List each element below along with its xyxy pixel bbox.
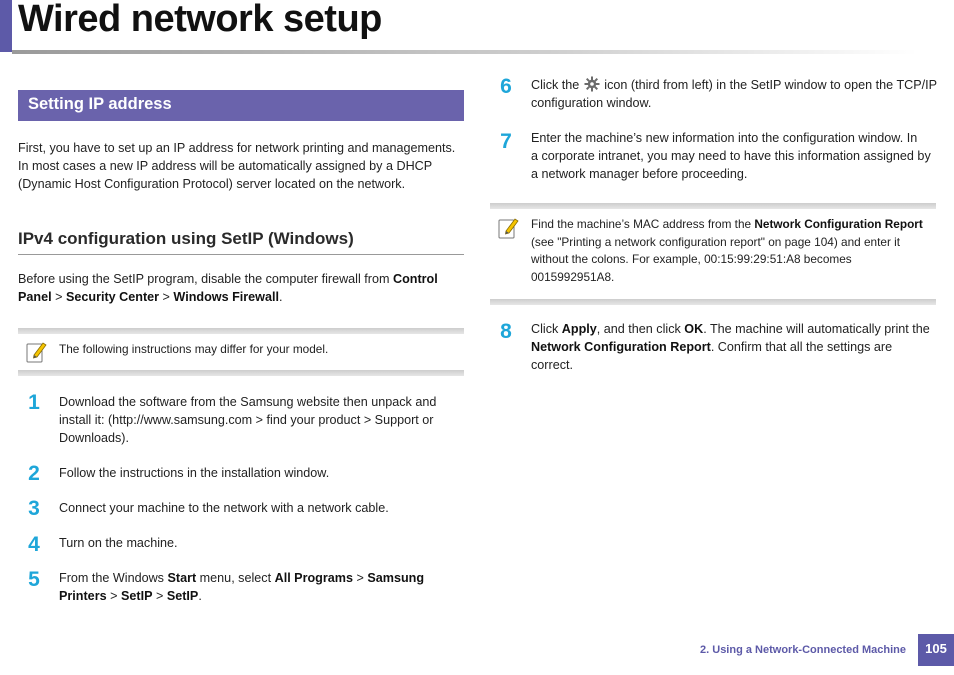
text: . <box>278 290 283 304</box>
step-line <box>59 587 464 605</box>
step-number-1: 1 <box>28 391 40 414</box>
text: Before using the SetIP program, disable the computer firewall from <box>18 272 393 286</box>
note-pencil-icon <box>498 216 520 240</box>
note-box <box>490 203 936 305</box>
text: > <box>352 571 368 585</box>
step-line: correct. <box>531 358 573 372</box>
intro-line: (Dynamic Host Configuration Protocol) server located on the network. <box>18 177 406 191</box>
step-line <box>531 76 941 94</box>
text: > <box>51 290 66 304</box>
note-bottom-band <box>18 370 464 376</box>
section-title: Setting IP address <box>28 95 172 113</box>
step-number-5: 5 <box>28 568 40 591</box>
text: icon (third from left) in the SetIP window to open the TCP/IP <box>600 78 938 92</box>
firewall-line-2 <box>18 288 468 306</box>
step-number-8: 8 <box>500 320 512 343</box>
text: From the Windows <box>59 571 168 585</box>
step-6-text <box>531 76 941 112</box>
step-number-6: 6 <box>500 75 512 98</box>
step-7-text <box>531 129 941 183</box>
title-underline <box>12 50 917 54</box>
text: menu, select <box>196 571 275 585</box>
step-number-4: 4 <box>28 533 40 556</box>
text: . <box>198 589 202 603</box>
windows-firewall-bold: Windows Firewall <box>173 290 279 304</box>
note-top-band <box>490 203 936 209</box>
panel-bold: Panel <box>18 290 52 304</box>
step-line: Download the software from the Samsung website then unpack and <box>59 395 437 409</box>
security-center-bold: Security Center <box>65 290 160 304</box>
step-line: a network manager before proceeding. <box>531 167 748 181</box>
section-header <box>18 90 464 121</box>
intro-paragraph <box>18 139 468 193</box>
note-pencil-icon <box>26 340 48 364</box>
apply-bold: Apply <box>561 322 597 336</box>
text: Find the machine’s MAC address from the <box>531 217 755 231</box>
step-number-3: 3 <box>28 497 40 520</box>
samsung-bold: Samsung <box>367 571 425 585</box>
control-bold: Control <box>392 272 438 286</box>
text: Click <box>531 322 562 336</box>
step-1-text <box>59 393 464 447</box>
firewall-paragraph <box>18 270 468 306</box>
subsection-title: IPv4 configuration using SetIP (Windows) <box>18 229 354 248</box>
note-box <box>18 328 464 376</box>
step-3-text: Connect your machine to the network with a network cable. <box>59 501 389 515</box>
ok-bold: OK <box>684 322 704 336</box>
setip-bold: SetIP <box>166 589 199 603</box>
intro-line: First, you have to set up an IP address for network printing and managements. <box>18 141 456 155</box>
firewall-line-1 <box>18 270 468 288</box>
step-line: Downloads). <box>59 431 129 445</box>
note-line: (see "Printing a network configuration report" on page 104) and enter it <box>531 234 901 249</box>
step-5-text <box>59 569 464 605</box>
step-4-text: Turn on the machine. <box>59 536 178 550</box>
text: > <box>106 589 121 603</box>
text: , and then click <box>596 322 685 336</box>
note-line <box>531 216 936 234</box>
step-2-text: Follow the instructions in the installation window. <box>59 466 330 480</box>
printers-bold: Printers <box>59 589 107 603</box>
title-accent-bar <box>0 0 12 52</box>
step-line <box>531 338 941 356</box>
note-text <box>531 216 936 286</box>
text: . Confirm that all the settings are <box>710 340 893 354</box>
step-number-2: 2 <box>28 462 40 485</box>
step-number-7: 7 <box>500 130 512 153</box>
text: . The machine will automatically print the <box>703 322 930 336</box>
page-title: Wired network setup <box>18 0 382 40</box>
start-bold: Start <box>167 571 197 585</box>
step-line: configuration window. <box>531 96 652 110</box>
step-line <box>531 320 941 338</box>
step-line <box>59 569 464 587</box>
text: > <box>152 589 167 603</box>
note-top-band <box>18 328 464 334</box>
text: > <box>159 290 174 304</box>
note-line: 0015992951A8. <box>531 269 615 284</box>
gear-icon <box>584 76 600 92</box>
text: Click the <box>531 78 583 92</box>
step-line: Enter the machine’s new information into the configuration window. In <box>531 131 918 145</box>
page-number: 105 <box>918 634 954 666</box>
note-line: without the colons. For example, 00:15:99:29:51:A8 becomes <box>531 252 852 266</box>
note-text: The following instructions may differ for your model. <box>59 342 329 356</box>
step-line: a corporate intranet, you may need to have this information assigned by <box>531 149 931 163</box>
step-8-text <box>531 320 941 374</box>
footer-chapter: 2. Using a Network-Connected Machine <box>700 644 906 656</box>
network-config-report-bold: Network Configuration Report <box>754 217 923 231</box>
setip-bold: SetIP <box>120 589 153 603</box>
all-programs-bold: All Programs <box>274 571 353 585</box>
network-config-report-bold: Network Configuration Report <box>531 340 711 354</box>
step-line: install it: (http://www.samsung.com > find your product > Support or <box>59 413 434 427</box>
intro-line: In most cases a new IP address will be automatically assigned by a DHCP <box>18 159 433 173</box>
note-bottom-band <box>490 299 936 305</box>
subsection-rule <box>18 254 464 255</box>
